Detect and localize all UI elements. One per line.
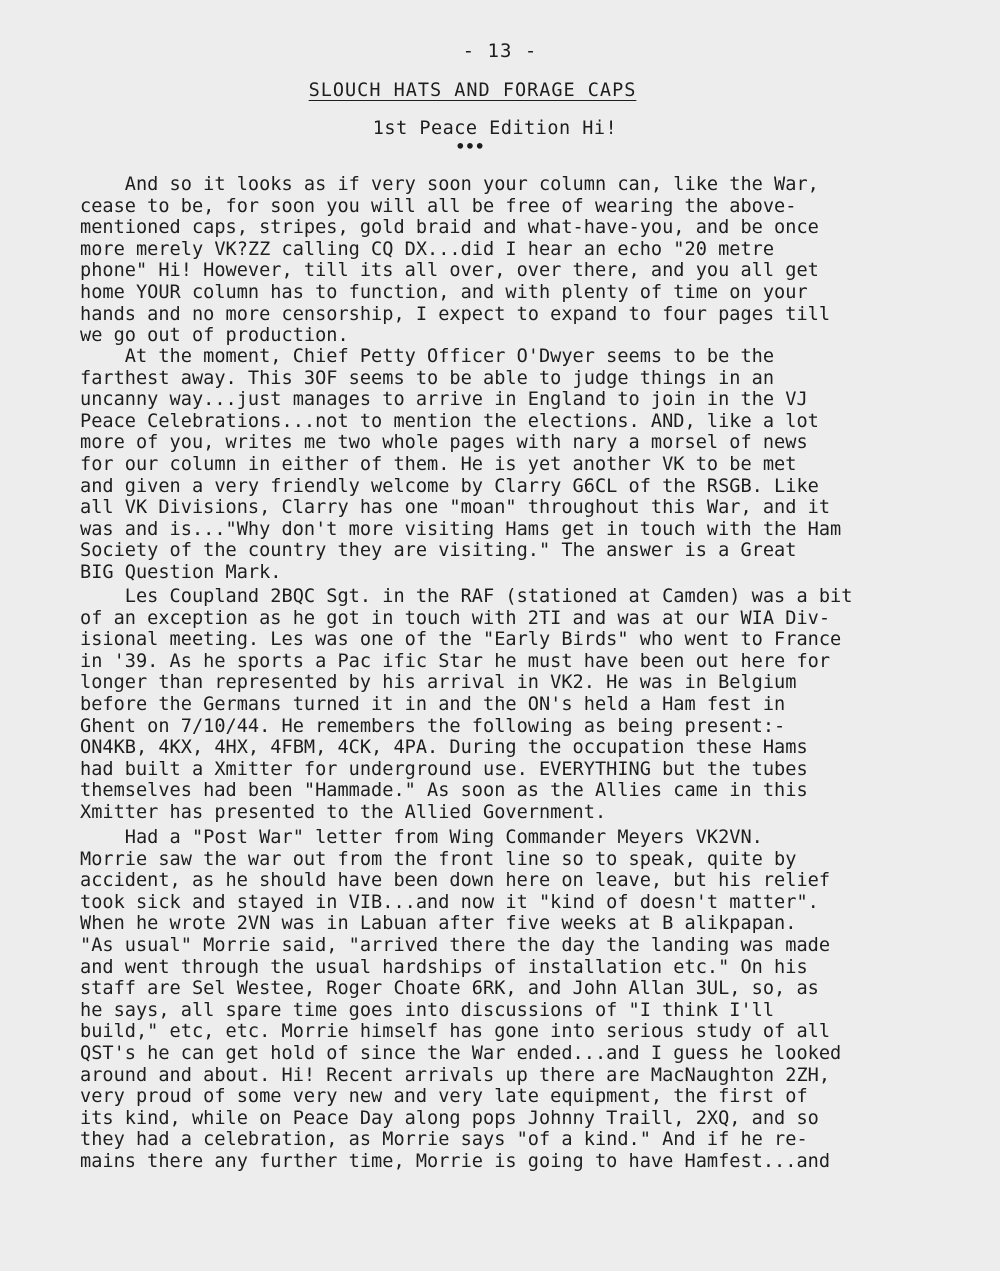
text-line: more of you, writes me two whole pages with nary a morsel of news bbox=[80, 432, 808, 454]
text-line: mentioned caps, stripes, gold braid and what-have-you, and be once bbox=[80, 217, 819, 239]
paragraph-3 bbox=[80, 586, 852, 824]
text-line: more merely VK?ZZ calling CQ DX...did I hear an echo "20 metre bbox=[80, 238, 775, 260]
text-line: Ghent on 7/10/44. He remembers the following as being present:- bbox=[80, 715, 786, 737]
text-line: before the Germans turned it in and the ON's held a Ham fest in bbox=[80, 693, 786, 715]
text-line: Society of the country they are visiting." The answer is a Great bbox=[80, 540, 797, 562]
text-line: themselves had been "Hammade." As soon as the Allies came in this bbox=[80, 780, 808, 802]
page-number: - 13 - bbox=[462, 40, 538, 62]
text-line: had built a Xmitter for underground use. EVERYTHING but the tubes bbox=[80, 758, 808, 780]
text-line: of an exception as he got in touch with 2TI and was at our WIA Div- bbox=[80, 607, 831, 629]
text-line: they had a celebration, as Morrie says "of a kind." And if he re- bbox=[80, 1129, 808, 1151]
text-line: BIG Question Mark. bbox=[80, 561, 282, 583]
text-line: staff are Sel Westee, Roger Choate 6RK, and John Allan 3UL, so, as bbox=[80, 978, 819, 1000]
paragraph-2 bbox=[80, 346, 841, 584]
text-line: longer than represented by his arrival in VK2. He was in Belgium bbox=[80, 672, 797, 694]
text-line: uncanny way...just manages to arrive in England to join in the VJ bbox=[80, 389, 808, 411]
text-line: And so it looks as if very soon your column can, like the War, bbox=[80, 174, 819, 195]
title-separator-dots: ••• bbox=[455, 137, 485, 156]
text-line: home YOUR column has to function, and with plenty of time on your bbox=[80, 281, 808, 303]
page-subtitle: 1st Peace Edition Hi! bbox=[372, 118, 618, 139]
text-line: was and is..."Why don't more visiting Hams get in touch with the Ham bbox=[80, 518, 842, 540]
text-line: Peace Celebrations...not to mention the elections. AND, like a lot bbox=[80, 410, 819, 432]
text-line: farthest away. This 3OF seems to be able to judge things in an bbox=[80, 367, 775, 389]
text-line: isional meeting. Les was one of the "Early Birds" who went to France bbox=[80, 629, 842, 651]
text-line: its kind, while on Peace Day along pops Johnny Traill, 2XQ, and so bbox=[80, 1107, 819, 1129]
text-line: Les Coupland 2BQC Sgt. in the RAF (stationed at Camden) was a bit bbox=[80, 586, 853, 607]
text-line: QST's he can get hold of since the War ended...and I guess he looked bbox=[80, 1042, 842, 1064]
text-line: Morrie saw the war out from the front line so to speak, quite by bbox=[80, 848, 797, 870]
paragraph-4 bbox=[80, 827, 841, 1173]
text-line: mains there any further time, Morrie is going to have Hamfest...and bbox=[80, 1150, 831, 1172]
text-line: and given a very friendly welcome by Clarry G6CL of the RSGB. Like bbox=[80, 475, 819, 497]
page-title: SLOUCH HATS AND FORAGE CAPS bbox=[308, 80, 637, 101]
text-line: in '39. As he sports a Pac ific Star he must have been out here for bbox=[80, 650, 831, 672]
text-line: accident, as he should have been down here on leave, but his relief bbox=[80, 870, 831, 892]
text-line: very proud of some very new and very late equipment, the first of bbox=[80, 1086, 808, 1108]
text-line: At the moment, Chief Petty Officer O'Dwyer seems to be the bbox=[80, 346, 775, 367]
text-line: build," etc, etc. Morrie himself has gone into serious study of all bbox=[80, 1021, 831, 1043]
text-line: hands and no more censorship, I expect to expand to four pages till bbox=[80, 303, 831, 325]
text-line: When he wrote 2VN was in Labuan after five weeks at B alikpapan. bbox=[80, 913, 797, 935]
text-line: took sick and stayed in VIB...and now it "kind of doesn't matter". bbox=[80, 891, 819, 913]
text-line: Xmitter has presented to the Allied Government. bbox=[80, 801, 607, 823]
text-line: we go out of production. bbox=[80, 325, 349, 347]
text-line: around and about. Hi! Recent arrivals up there are MacNaughton 2ZH, bbox=[80, 1064, 831, 1086]
text-line: for our column in either of them. He is yet another VK to be met bbox=[80, 453, 797, 475]
text-line: "As usual" Morrie said, "arrived there the day the landing was made bbox=[80, 934, 831, 956]
text-line: and went through the usual hardships of installation etc." On his bbox=[80, 956, 808, 978]
text-line: Had a "Post War" letter from Wing Commander Meyers VK2VN. bbox=[80, 827, 763, 848]
paragraph-1 bbox=[80, 174, 830, 347]
text-line: all VK Divisions, Clarry has one "moan" throughout this War, and it bbox=[80, 497, 831, 519]
text-line: he says, all spare time goes into discussions of "I think I'll bbox=[80, 999, 775, 1021]
text-line: ON4KB, 4KX, 4HX, 4FBM, 4CK, 4PA. During the occupation these Hams bbox=[80, 737, 808, 759]
text-line: cease to be, for soon you will all be free of wearing the above- bbox=[80, 195, 797, 217]
text-line: phone" Hi! However, till its all over, over there, and you all get bbox=[80, 260, 819, 282]
